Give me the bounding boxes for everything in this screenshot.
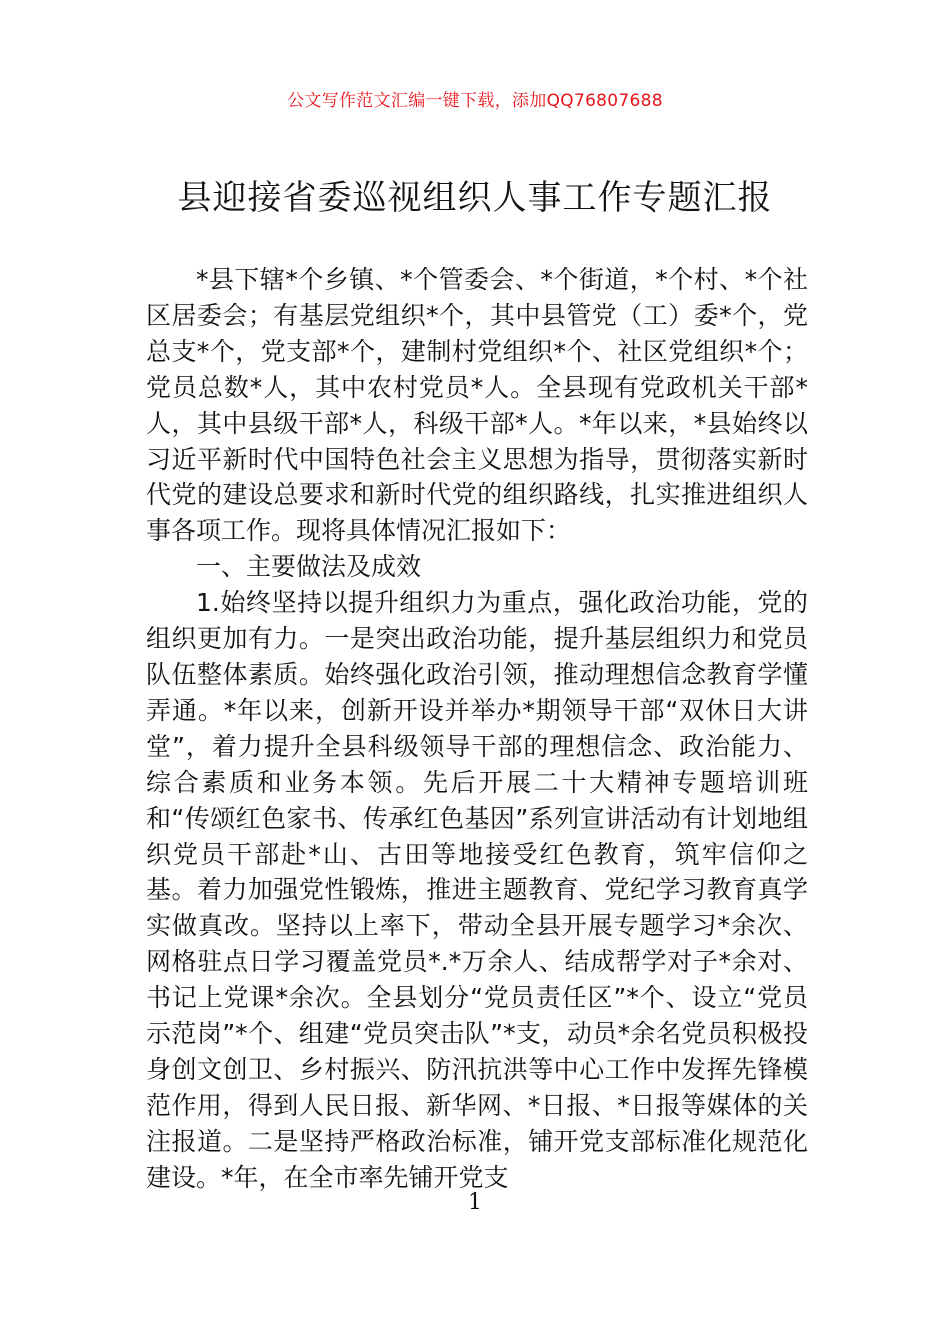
section-heading: 一、主要做法及成效 (196, 552, 422, 582)
intro-paragraph: *县下辖*个乡镇、*个管委会、*个街道，*个村、*个社区居委会；有基层党组织*个，其中县管党（工）委*个，党总支*个，党支部*个，建制村党组织*个、社区党组织*个；党员总数*人，其中农村党员*人。全县现有党政机关干部*人，其中县级干部*人，科级干部*人。*年以来，*县始终以习近平新时代中国特色社会主义思想为指导，贯彻落实新时代党的建设总要求和新时代党的组织路线，扎实推进组织人事各项工作。现将具体情况汇报如下： (146, 265, 808, 546)
body-paragraph: 1.始终坚持以提升组织力为重点，强化政治功能，党的组织更加有力。一是突出政治功能，提升基层组织力和党员队伍整体素质。始终强化政治引领，推动理想信念教育学懂弄通。*年以来，创新开设并举办*期领导干部“双休日大讲堂”，着力提升全县科级领导干部的理想信念、政治能力、综合素质和业务本领。先后开展二十大精神专题培训班和“传颂红色家书、传承红色基因”系列宣讲活动有计划地组织党员干部赴*山、古田等地接受红色教育，筑牢信仰之基。着力加强党性锻炼，推进主题教育、党纪学习教育真学实做真改。坚持以上率下，带动全县开展专题学习*余次、网格驻点日学习覆盖党员*.*万余人、结成帮学对子*余对、书记上党课*余次。全县划分“党员责任区”*个、设立“党员示范岗”*个、组建“党员突击队”*支，动员*余名党员积极投身创文创卫、乡村振兴、防汛抗洪等中心工作中发挥先锋模范作用，得到人民日报、新华网、*日报、*日报等媒体的关注报道。二是坚持严格政治标准，铺开党支部标准化规范化建设。*年，在全市率先铺开党支 (146, 588, 808, 1192)
document-body (146, 262, 808, 1196)
header-note: 公文写作范文汇编一键下载，添加QQ76807688 (287, 91, 663, 111)
page-number: 1 (468, 1190, 482, 1215)
document-title: 县迎接省委巡视组织人事工作专题汇报 (177, 178, 773, 218)
